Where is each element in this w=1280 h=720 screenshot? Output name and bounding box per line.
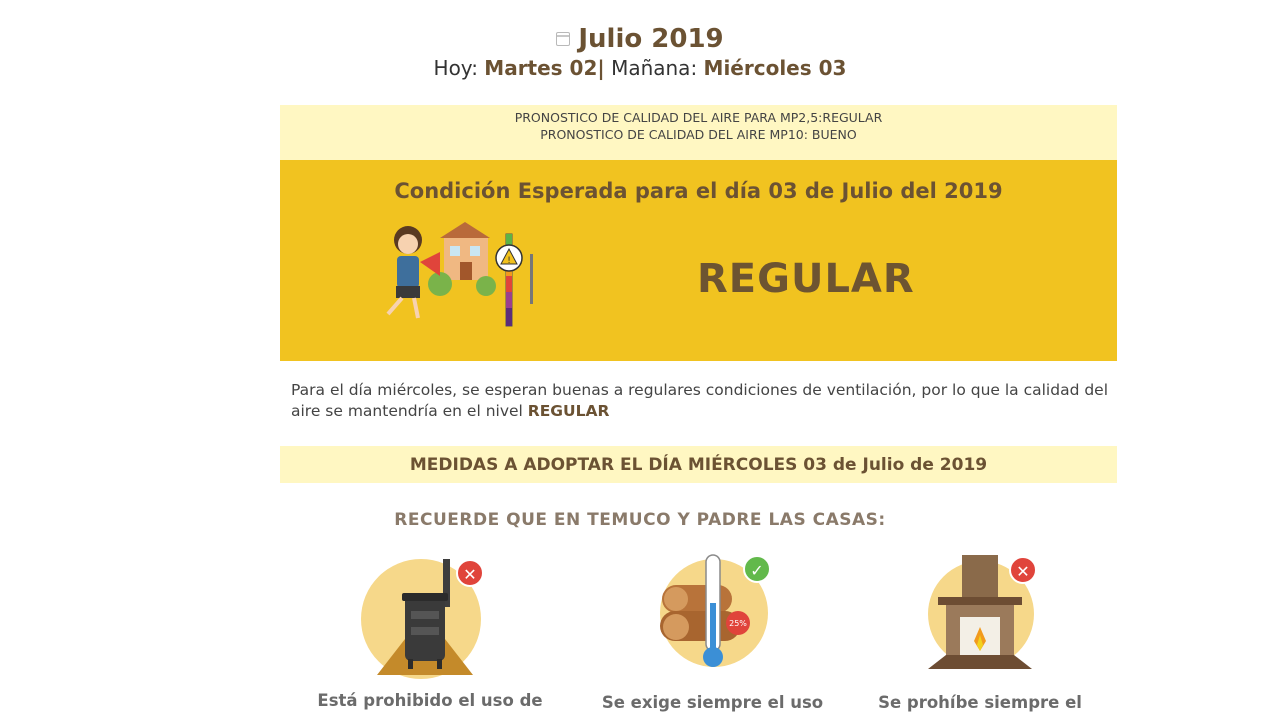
reminder-heading: RECUERDE QUE EN TEMUCO Y PADRE LAS CASAS: bbox=[394, 510, 886, 530]
today-value: Martes 02 bbox=[484, 56, 598, 80]
condition-title: Condición Esperada para el día 03 de Julio del 2019 bbox=[394, 179, 1003, 203]
measure-caption-3: Se prohíbe siempre el bbox=[878, 693, 1082, 712]
prohibited-icon: ✕ bbox=[1009, 556, 1037, 584]
measure-caption-1: Está prohibido el uso de bbox=[317, 691, 543, 710]
condition-panel bbox=[280, 160, 1117, 361]
today-tomorrow-line bbox=[0, 56, 1280, 80]
measure-item-firewood bbox=[650, 553, 790, 683]
description-text: Para el día miércoles, se esperan buenas a regulares condiciones de ventilación, por lo que la calidad del aire se mantendría en el nivel bbox=[291, 381, 1109, 420]
air-quality-illustration-icon bbox=[370, 218, 550, 338]
measure-caption-2: Se exige siempre el uso bbox=[601, 693, 824, 712]
svg-text:25%: 25% bbox=[729, 619, 747, 628]
forecast-mp10: PRONOSTICO DE CALIDAD DEL AIRE MP10: BUENO bbox=[540, 127, 857, 142]
measures-title: MEDIDAS A ADOPTAR EL DÍA MIÉRCOLES 03 de Julio de 2019 bbox=[280, 446, 1117, 483]
description-level: REGULAR bbox=[527, 402, 610, 420]
check-icon: ✓ bbox=[743, 555, 771, 583]
condition-description bbox=[291, 380, 1111, 422]
month-label: Julio 2019 bbox=[578, 24, 724, 54]
calendar-icon[interactable] bbox=[556, 32, 570, 46]
forecast-box bbox=[280, 105, 1117, 160]
measure-item-stove bbox=[355, 553, 495, 683]
today-label: Hoy: bbox=[433, 56, 478, 80]
month-title bbox=[556, 24, 723, 54]
tomorrow-label: Mañana: bbox=[611, 56, 698, 80]
prohibited-icon: ✕ bbox=[456, 559, 484, 587]
condition-level: REGULAR bbox=[697, 256, 915, 302]
forecast-mp25: PRONOSTICO DE CALIDAD DEL AIRE PARA MP2,5:REGULAR bbox=[514, 110, 883, 125]
svg-text:!: ! bbox=[507, 256, 511, 266]
measure-item-fireplace bbox=[922, 553, 1062, 683]
separator: | bbox=[597, 56, 605, 80]
date-header bbox=[0, 24, 1280, 80]
tomorrow-value: Miércoles 03 bbox=[703, 56, 847, 80]
